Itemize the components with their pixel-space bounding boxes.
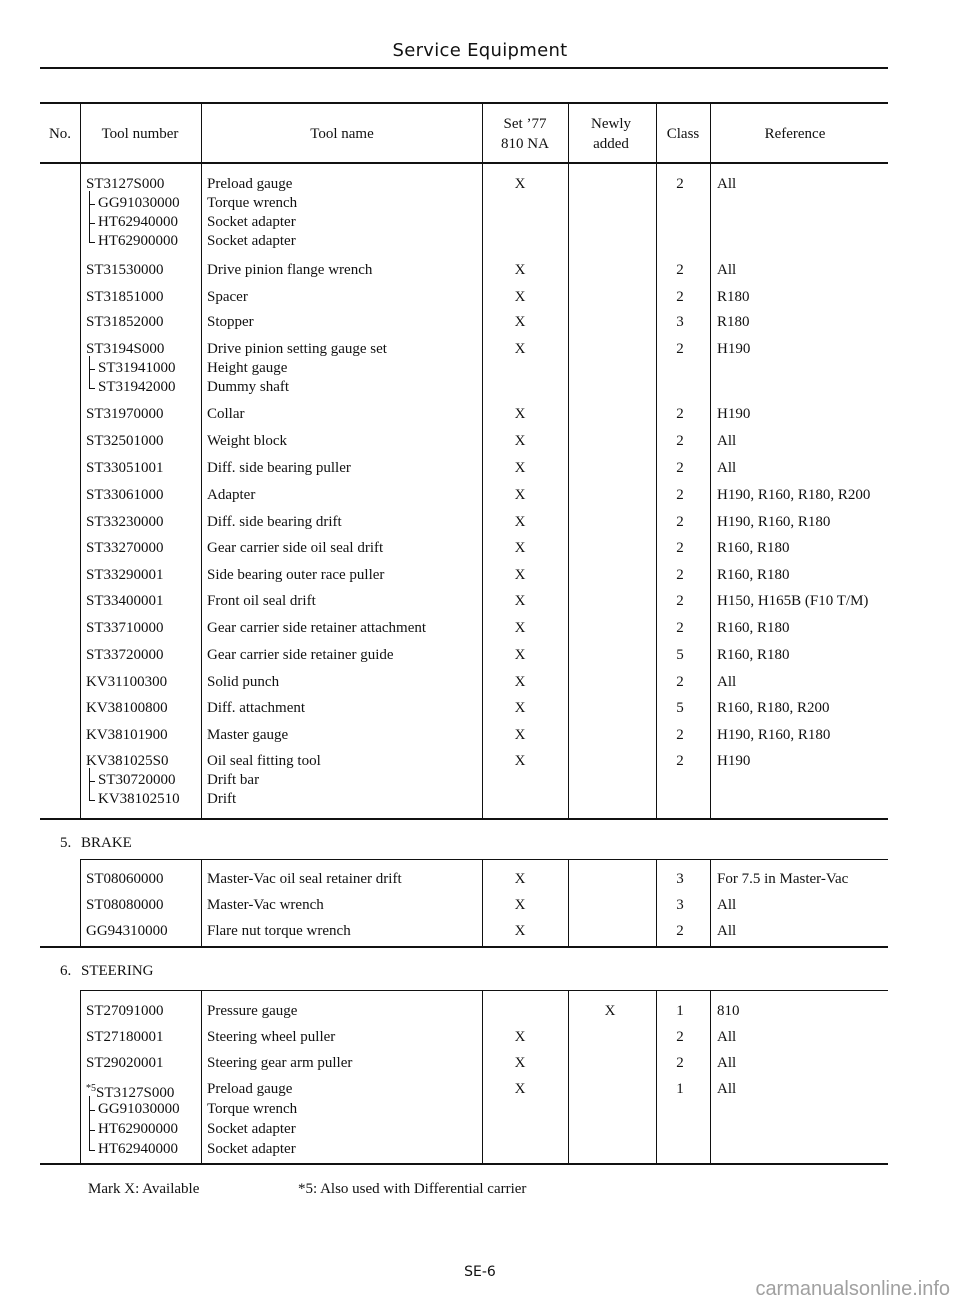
reference-cell: H190, R160, R180: [717, 514, 831, 530]
tool-name-cell: Torque wrench: [207, 195, 298, 211]
reference-cell: H190: [717, 341, 751, 357]
set77-cell: X: [514, 433, 526, 449]
tool-name-cell: Gear carrier side retainer attachment: [207, 620, 427, 636]
class-cell: 1: [676, 1003, 684, 1019]
tool-name-cell: Preload gauge: [207, 176, 293, 192]
class-cell: 2: [676, 923, 684, 939]
table-row: [0, 590, 960, 612]
class-cell: 2: [676, 620, 684, 636]
sub-tool-bracket-tick: [89, 1150, 95, 1151]
tool-name-cell: Pressure gauge: [207, 1003, 298, 1019]
sub-tool-bracket-tick: [89, 242, 95, 243]
reference-cell: R180: [717, 289, 750, 305]
table-row: [0, 1098, 960, 1120]
table-row: [0, 1118, 960, 1140]
class-cell: 2: [676, 460, 684, 476]
table-row: [0, 920, 960, 942]
page-number: SE-6: [464, 1264, 496, 1280]
tool-name-cell: Preload gauge: [207, 1081, 293, 1097]
tool-number-cell: ST33710000: [86, 620, 164, 636]
page-title: Service Equipment: [392, 40, 568, 61]
set77-cell: X: [514, 514, 526, 530]
tool-name-cell: Socket adapter: [207, 214, 296, 230]
sub-tool-bracket-tick: [89, 781, 95, 782]
reference-cell: H190, R160, R180, R200: [717, 487, 871, 503]
section-brake-number: 5.: [60, 835, 72, 851]
header-reference: Reference: [764, 126, 826, 142]
class-cell: 2: [676, 727, 684, 743]
reference-cell: H150, H165B (F10 T/M): [717, 593, 869, 609]
tool-number-cell: ST33230000: [86, 514, 164, 530]
tool-name-cell: Drive pinion flange wrench: [207, 262, 373, 278]
set77-cell: X: [514, 176, 526, 192]
table-row: [0, 311, 960, 333]
tool-name-cell: Height gauge: [207, 360, 288, 376]
set77-cell: X: [514, 540, 526, 556]
set77-cell: X: [514, 1081, 526, 1097]
class-cell: 3: [676, 871, 684, 887]
section-brake-title: BRAKE: [81, 835, 132, 851]
table-row: [0, 1000, 960, 1022]
section-brake: [60, 834, 132, 852]
table-row: [0, 1026, 960, 1048]
sub-tool-bracket: [89, 191, 96, 242]
table-row: [0, 1052, 960, 1074]
set77-cell: X: [514, 406, 526, 422]
reference-cell: H190: [717, 406, 751, 422]
tool-number-cell: ST31851000: [86, 289, 164, 305]
reference-cell: R160, R180, R200: [717, 700, 830, 716]
set77-cell: X: [514, 1055, 526, 1071]
sub-tool-bracket: [89, 1096, 96, 1150]
reference-cell: H190: [717, 753, 751, 769]
table-row: [0, 564, 960, 586]
tool-name-cell: Steering gear arm puller: [207, 1055, 353, 1071]
tool-name-cell: Gear carrier side oil seal drift: [207, 540, 384, 556]
tool-name-cell: Socket adapter: [207, 1141, 296, 1157]
sub-tool-bracket-tick: [89, 369, 95, 370]
header-bottom-rule: [40, 162, 888, 164]
header-set77: [482, 114, 568, 154]
reference-cell: All: [717, 176, 737, 192]
class-cell: 2: [676, 593, 684, 609]
table-row: [0, 894, 960, 916]
brake-bottom-rule: [40, 946, 888, 948]
class-cell: 2: [676, 406, 684, 422]
footnote-5: *5: Also used with Differential carrier: [298, 1181, 527, 1197]
class-cell: 2: [676, 289, 684, 305]
class-cell: 2: [676, 176, 684, 192]
set77-cell: X: [514, 753, 526, 769]
reference-cell: All: [717, 433, 737, 449]
tool-number-cell: HT62900000: [98, 1121, 178, 1137]
tool-name-cell: Drift: [207, 791, 237, 807]
table-row: [0, 671, 960, 693]
class-cell: 2: [676, 753, 684, 769]
tool-number-cell: KV38100800: [86, 700, 168, 716]
table-row: [0, 484, 960, 506]
class-cell: 2: [676, 540, 684, 556]
header-newly-line2: added: [593, 136, 629, 152]
tool-name-cell: Torque wrench: [207, 1101, 298, 1117]
set77-cell: X: [514, 262, 526, 278]
table-row: [0, 403, 960, 425]
tool-number-cell: ST31942000: [98, 379, 176, 395]
newly-added-cell: X: [604, 1003, 616, 1019]
header-tool-name: Tool name: [310, 126, 374, 142]
sub-tool-bracket-tick: [89, 223, 95, 224]
set77-cell: X: [514, 620, 526, 636]
class-cell: 2: [676, 1029, 684, 1045]
tool-name-cell: Solid punch: [207, 674, 280, 690]
set77-cell: X: [514, 567, 526, 583]
tool-number-cell: ST30720000: [98, 772, 176, 788]
reference-cell: R160, R180: [717, 620, 790, 636]
tool-name-cell: Diff. side bearing drift: [207, 514, 342, 530]
class-cell: 2: [676, 433, 684, 449]
tool-number-cell: ST33400001: [86, 593, 164, 609]
differential-bottom-rule: [40, 818, 888, 820]
sub-tool-bracket-tick: [89, 1130, 95, 1131]
tool-number-cell: $^{*5}$ST3127S000: [86, 1083, 175, 1101]
table-row: [0, 430, 960, 452]
reference-cell: R160, R180: [717, 540, 790, 556]
tool-name-cell: Diff. attachment: [207, 700, 306, 716]
table-row: [0, 259, 960, 281]
class-cell: 2: [676, 567, 684, 583]
tool-name-cell: Spacer: [207, 289, 248, 305]
tool-number-cell: KV31100300: [86, 674, 168, 690]
tool-name-cell: Front oil seal drift: [207, 593, 316, 609]
set77-cell: X: [514, 289, 526, 305]
section-steering: [60, 962, 154, 980]
tool-number-cell: KV381025S0: [86, 753, 169, 769]
class-cell: 2: [676, 487, 684, 503]
tool-number-cell: ST33061000: [86, 487, 164, 503]
table-row: [0, 511, 960, 533]
set77-cell: X: [514, 487, 526, 503]
reference-cell: All: [717, 897, 737, 913]
tool-number-cell: ST31530000: [86, 262, 164, 278]
tool-number-cell: ST31852000: [86, 314, 164, 330]
reference-cell: All: [717, 923, 737, 939]
footnote-mark: *5: [86, 1083, 96, 1094]
tool-number-cell: KV38102510: [98, 791, 180, 807]
tool-number-cell: ST33720000: [86, 647, 164, 663]
tool-number-cell: HT62940000: [98, 214, 178, 230]
tool-name-cell: Drive pinion setting gauge set: [207, 341, 387, 357]
tool-number-cell: ST29020001: [86, 1055, 164, 1071]
table-row: [0, 286, 960, 308]
tool-number-cell: ST08080000: [86, 897, 164, 913]
tool-number-cell: HT62900000: [98, 233, 178, 249]
header-top-rule: [40, 102, 888, 104]
reference-cell: H190, R160, R180: [717, 727, 831, 743]
class-cell: 2: [676, 514, 684, 530]
class-cell: 2: [676, 674, 684, 690]
tool-name-cell: Master gauge: [207, 727, 289, 743]
set77-cell: X: [514, 871, 526, 887]
section-steering-title: STEERING: [81, 963, 154, 979]
class-cell: 2: [676, 341, 684, 357]
set77-cell: X: [514, 700, 526, 716]
title-rule: [40, 67, 888, 69]
reference-cell: For 7.5 in Master-Vac: [717, 871, 849, 887]
sub-tool-bracket: [89, 768, 96, 800]
tool-name-cell: Master-Vac oil seal retainer drift: [207, 871, 402, 887]
table-row: [0, 724, 960, 746]
tool-number-cell: ST31941000: [98, 360, 176, 376]
tool-number-cell: ST3194S000: [86, 341, 165, 357]
section-steering-number: 6.: [60, 963, 72, 979]
tool-number-cell: ST31970000: [86, 406, 164, 422]
set77-cell: X: [514, 727, 526, 743]
tool-name-cell: Oil seal fitting tool: [207, 753, 321, 769]
tool-name-cell: Adapter: [207, 487, 256, 503]
table-row: [0, 1078, 960, 1100]
tool-number-cell: GG94310000: [86, 923, 168, 939]
tool-number-cell: ST27180001: [86, 1029, 164, 1045]
sub-tool-bracket-tick: [89, 800, 95, 801]
sub-tool-bracket-tick: [89, 204, 95, 205]
tool-number-cell: GG91030000: [98, 1101, 180, 1117]
tool-name-cell: Flare nut torque wrench: [207, 923, 351, 939]
header-tool-number: Tool number: [101, 126, 179, 142]
table-row: [0, 457, 960, 479]
sub-tool-bracket-tick: [89, 1110, 95, 1111]
tool-number-cell: ST33051001: [86, 460, 164, 476]
class-cell: 2: [676, 1055, 684, 1071]
table-row: [0, 1138, 960, 1160]
tool-number-cell: GG91030000: [98, 195, 180, 211]
header-newly-line1: Newly: [591, 116, 631, 132]
reference-cell: All: [717, 1029, 737, 1045]
table-row: [0, 788, 960, 810]
tool-name-cell: Diff. side bearing puller: [207, 460, 351, 476]
tool-name-cell: Gear carrier side retainer guide: [207, 647, 394, 663]
table-row: [0, 617, 960, 639]
reference-cell: All: [717, 1081, 737, 1097]
header-newly-added: [568, 114, 654, 154]
class-cell: 2: [676, 262, 684, 278]
header-class: Class: [666, 126, 700, 142]
tool-name-cell: Drift bar: [207, 772, 260, 788]
tool-name-cell: Stopper: [207, 314, 254, 330]
tool-number-cell: ST32501000: [86, 433, 164, 449]
tool-name-cell: Side bearing outer race puller: [207, 567, 385, 583]
header-set77-line2: 810 NA: [501, 136, 549, 152]
class-cell: 3: [676, 897, 684, 913]
tool-number-cell: ST33290001: [86, 567, 164, 583]
table-row: [0, 230, 960, 252]
set77-cell: X: [514, 897, 526, 913]
set77-cell: X: [514, 460, 526, 476]
set77-cell: X: [514, 923, 526, 939]
header-set77-line1: Set ’77: [503, 116, 547, 132]
reference-cell: All: [717, 1055, 737, 1071]
tool-name-cell: Dummy shaft: [207, 379, 290, 395]
reference-cell: All: [717, 262, 737, 278]
reference-cell: All: [717, 674, 737, 690]
tool-name-cell: Socket adapter: [207, 1121, 296, 1137]
tool-number-cell: KV38101900: [86, 727, 168, 743]
sub-tool-bracket-tick: [89, 388, 95, 389]
set77-cell: X: [514, 1029, 526, 1045]
watermark: carmanualsonline.info: [755, 1278, 950, 1300]
reference-cell: R160, R180: [717, 567, 790, 583]
tool-name-cell: Socket adapter: [207, 233, 296, 249]
set77-cell: X: [514, 674, 526, 690]
reference-cell: R180: [717, 314, 750, 330]
table-row: [0, 376, 960, 398]
table-row: [0, 868, 960, 890]
class-cell: 5: [676, 647, 684, 663]
tool-name-cell: Weight block: [207, 433, 288, 449]
tool-name-cell: Collar: [207, 406, 245, 422]
tool-name-cell: Master-Vac wrench: [207, 897, 324, 913]
steering-bottom-rule: [40, 1163, 888, 1165]
table-row: [0, 697, 960, 719]
sub-tool-bracket: [89, 356, 96, 388]
tool-number-cell: ST3127S000: [86, 176, 165, 192]
reference-cell: All: [717, 460, 737, 476]
tool-name-cell: Steering wheel puller: [207, 1029, 336, 1045]
set77-cell: X: [514, 341, 526, 357]
set77-cell: X: [514, 593, 526, 609]
tool-number-cell: ST33270000: [86, 540, 164, 556]
header-no: No.: [48, 126, 72, 142]
reference-cell: R160, R180: [717, 647, 790, 663]
tool-number-cell: ST08060000: [86, 871, 164, 887]
tool-number-cell: HT62940000: [98, 1141, 178, 1157]
class-cell: 3: [676, 314, 684, 330]
set77-cell: X: [514, 647, 526, 663]
table-row: [0, 537, 960, 559]
legend-note: Mark X: Available: [88, 1181, 200, 1197]
class-cell: 5: [676, 700, 684, 716]
table-row: [0, 644, 960, 666]
reference-cell: 810: [717, 1003, 740, 1019]
set77-cell: X: [514, 314, 526, 330]
tool-number-cell: ST27091000: [86, 1003, 164, 1019]
class-cell: 1: [676, 1081, 684, 1097]
